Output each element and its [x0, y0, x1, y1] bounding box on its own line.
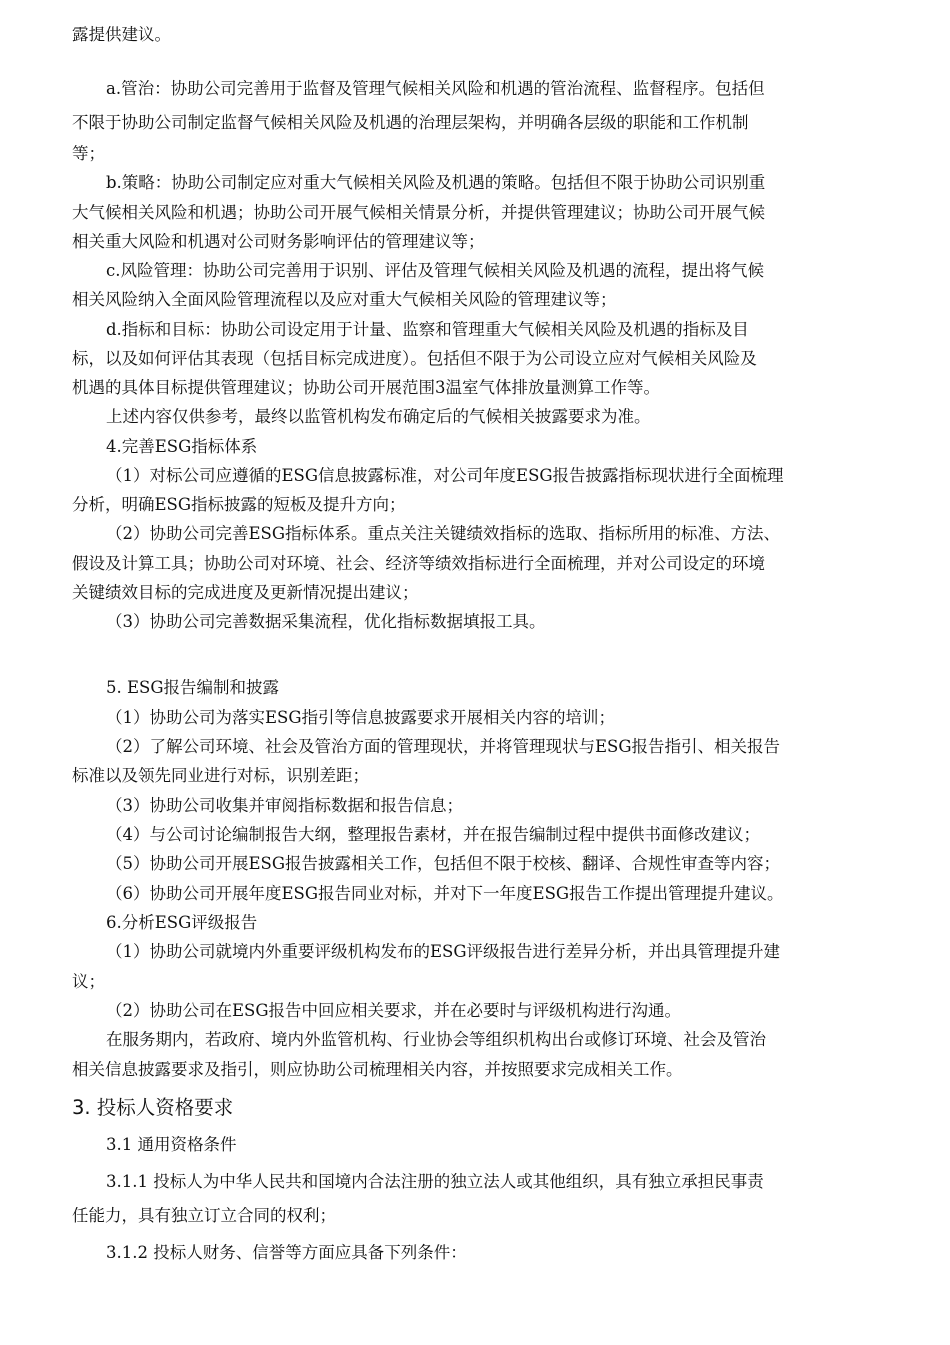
- text-line: 3.1 通用资格条件: [106, 1135, 237, 1154]
- text-line: （2）了解公司环境、社会及管治方面的管理现状，并将管理现状与ESG报告指引、相关报告: [106, 737, 781, 756]
- text-line: 6.分析ESG评级报告: [106, 913, 258, 932]
- text-line: 任能力，具有独立订立合同的权利；: [72, 1206, 336, 1225]
- text-line: 露提供建议。: [72, 25, 171, 44]
- text-line: 相关重大风险和机遇对公司财务影响评估的管理建议等；: [72, 232, 485, 251]
- text-line: （2）协助公司完善ESG指标体系。重点关注关键绩效指标的选取、指标所用的标准、方法、: [106, 524, 781, 543]
- text-line: 相关风险纳入全面风险管理流程以及应对重大气候相关风险的管理建议等；: [72, 290, 617, 309]
- text-line: 4.完善ESG指标体系: [106, 437, 258, 456]
- text-line: c.风险管理：协助公司完善用于识别、评估及管理气候相关风险及机遇的流程，提出将气候: [106, 261, 764, 280]
- text-line: d.指标和目标：协助公司设定用于计量、监察和管理重大气候相关风险及机遇的指标及目: [106, 320, 749, 339]
- text-line: 在服务期内，若政府、境内外监管机构、行业协会等组织机构出台或修订环境、社会及管治: [106, 1030, 766, 1049]
- text-line: （1）对标公司应遵循的ESG信息披露标准，对公司年度ESG报告披露指标现状进行全面梳理: [106, 466, 784, 485]
- text-line: （3）协助公司收集并审阅指标数据和报告信息；: [106, 796, 463, 815]
- text-line: 标，以及如何评估其表现（包括目标完成进度）。包括但不限于为公司设立应对气候相关风险及: [72, 349, 757, 368]
- text-line: 标准以及领先同业进行对标，识别差距；: [72, 766, 369, 785]
- text-line: 不限于协助公司制定监督气候相关风险及机遇的治理层架构，并明确各层级的职能和工作机制: [72, 113, 749, 132]
- text-line: 大气候相关风险和机遇；协助公司开展气候相关情景分析，并提供管理建议；协助公司开展气候: [72, 203, 765, 222]
- text-line: 3.1.2 投标人财务、信誉等方面应具备下列条件：: [106, 1243, 467, 1262]
- text-line: （6）协助公司开展年度ESG报告同业对标，并对下一年度ESG报告工作提出管理提升建议。: [106, 884, 784, 903]
- text-line: a.管治：协助公司完善用于监督及管理气候相关风险和机遇的管治流程、监督程序。包括但: [106, 79, 765, 98]
- text-line: 分析，明确ESG指标披露的短板及提升方向；: [72, 495, 406, 514]
- section-heading: 3. 投标人资格要求: [72, 1096, 234, 1119]
- text-line: 假设及计算工具；协助公司对环境、社会、经济等绩效指标进行全面梳理，并对公司设定的环境: [72, 554, 765, 573]
- text-line: （1）协助公司就境内外重要评级机构发布的ESG评级报告进行差异分析，并出具管理提升建: [106, 942, 781, 961]
- text-line: 议；: [72, 972, 105, 991]
- text-line: 上述内容仅供参考，最终以监管机构发布确定后的气候相关披露要求为准。: [106, 407, 651, 426]
- text-line: b.策略：协助公司制定应对重大气候相关风险及机遇的策略。包括但不限于协助公司识别重: [106, 173, 766, 192]
- text-line: （5）协助公司开展ESG报告披露相关工作，包括但不限于校核、翻译、合规性审查等内容；: [106, 854, 781, 873]
- text-line: 5. ESG报告编制和披露: [106, 678, 280, 697]
- text-line: （2）协助公司在ESG报告中回应相关要求，并在必要时与评级机构进行沟通。: [106, 1001, 682, 1020]
- text-line: 3.1.1 投标人为中华人民共和国境内合法注册的独立法人或其他组织，具有独立承担民事责: [106, 1172, 764, 1191]
- text-line: （3）协助公司完善数据采集流程，优化指标数据填报工具。: [106, 612, 546, 631]
- text-line: 关键绩效目标的完成进度及更新情况提出建议；: [72, 583, 419, 602]
- text-line: 等；: [72, 144, 105, 163]
- text-line: 相关信息披露要求及指引，则应协助公司梳理相关内容，并按照要求完成相关工作。: [72, 1060, 683, 1079]
- text-line: 机遇的具体目标提供管理建议；协助公司开展范围3温室气体排放量测算工作等。: [72, 378, 660, 397]
- text-line: （4）与公司讨论编制报告大纲，整理报告素材，并在报告编制过程中提供书面修改建议；: [106, 825, 760, 844]
- text-line: （1）协助公司为落实ESG指引等信息披露要求开展相关内容的培训；: [106, 708, 616, 727]
